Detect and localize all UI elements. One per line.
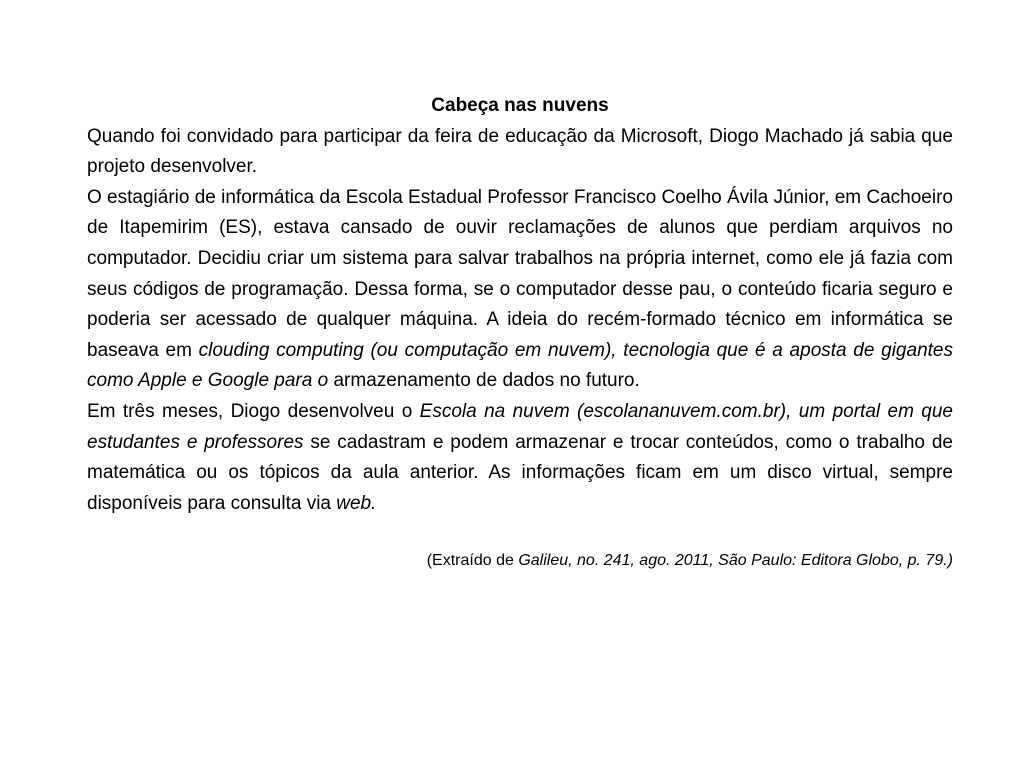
paragraph-2 (87, 183, 953, 397)
citation-prefix: (Extraído de (426, 552, 519, 570)
citation-source: Galileu, no. 241, ago. 2011, São Paulo: Editora Globo, p. 79.) (518, 552, 953, 570)
paragraph-3-mid: se cadastram e podem armazenar e trocar conteúdos, como o trabalho de matemática ou os tópicos da aula anterior. As informações ficam em um disco virtual, sempre disponíveis para consulta via (87, 431, 953, 514)
paragraph-2-end: armazenamento de dados no futuro. (328, 370, 640, 392)
paragraph-3-italic-end: web. (336, 492, 377, 514)
citation (87, 549, 953, 573)
paragraph-1 (87, 122, 953, 183)
paragraph-3-italic: Escola na nuvem (escolananuvem.com.br), um portal em que estudantes e professores (87, 400, 953, 453)
paragraph-3 (87, 397, 953, 519)
paragraph-2-italic: clouding computing (ou computação em nuvem), tecnologia que é a aposta de gigantes como Apple e Google para o (87, 339, 953, 392)
paragraph-1-text: Quando foi convidado para participar da feira de educação da Microsoft, Diogo Machado já sabia que projeto desenvolver. (87, 125, 953, 178)
paragraph-3-start: Em três meses, Diogo desenvolveu o (87, 400, 420, 422)
paragraph-2-text: O estagiário de informática da Escola Estadual Professor Francisco Coelho Ávila Júnior, em Cachoeiro de Itapemirim (ES), estava cansado de ouvir reclamações de alunos que perdiam arquivos no computador. Decidiu criar um sistema para salvar trabalhos na própria internet, como ele já fazia com seus códigos de programação. Dessa forma, se o computador desse pau, o conteúdo ficaria seguro e poderia ser acessado de qualquer máquina. A ideia do recém-formado técnico em informática se baseava em (87, 186, 953, 361)
article-body (87, 91, 953, 573)
article-title: Cabeça nas nuvens (431, 95, 609, 116)
